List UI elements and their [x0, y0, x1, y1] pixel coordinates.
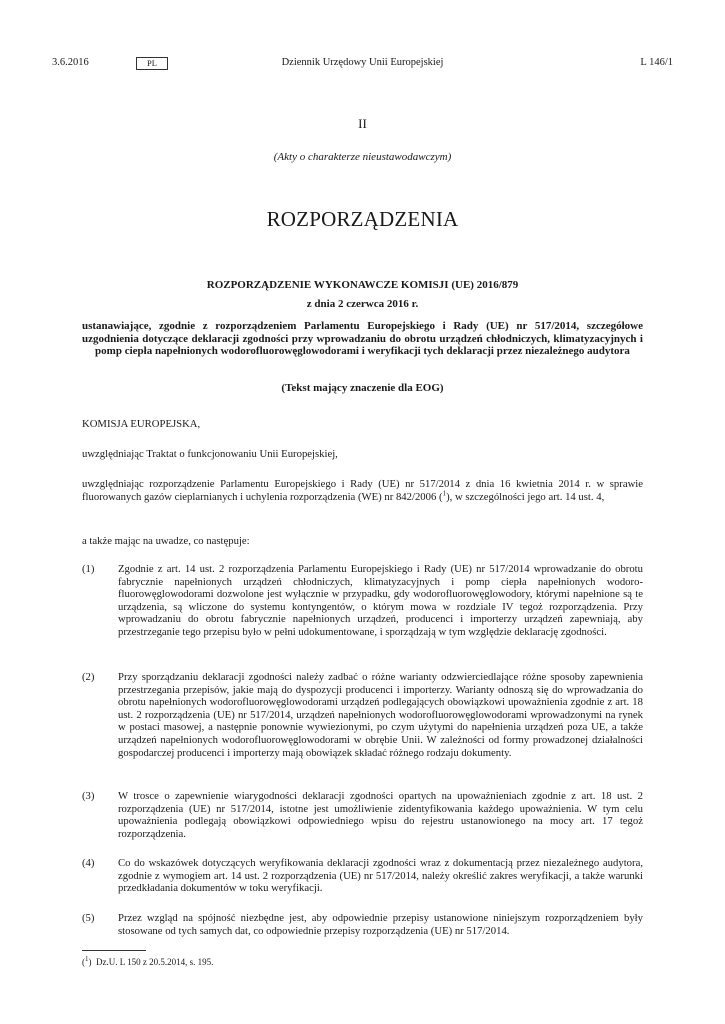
footnote-ref[interactable]: 1 — [442, 489, 447, 498]
language-badge: PL — [136, 57, 168, 70]
section-title: ROZPORZĄDZENIA — [266, 207, 459, 231]
regulation-title: ROZPORZĄDZENIE WYKONAWCZE KOMISJI (UE) 2016/879 — [206, 279, 519, 291]
footnote-mark: 1 — [85, 955, 89, 963]
recital-text: Zgodnie z art. 14 ust. 2 rozporządzenia Parlamentu Europejskiego i Rady (UE) nr 517/2014 wprowadzanie do obrotu fabrycznie napełnionych urządzeń chłodniczych, klimatyzacyjnych i pomp ciepła napełnionych wodorofluorowęglowodorami dozwolone jest wyłącznie w przypadku, gdy wodorofluorowęglowodory, którymi napełnione są te urządzenia, są wliczone do systemu kontyngentów, o którym mowa w rozdziale IV tegoż rozporządzenia. Przy wprowadzaniu do obrotu fabrycznie napełnionych urządzeń, producenci i importerzy urządzeń zapewniają, aby przestrzeganie tego przepisu było w pełni udokumentowane, i sporządzają w tym względzie deklarację zgodności. — [118, 563, 643, 638]
recital-text: W trosce o zapewnienie wiarygodności deklaracji zgodności opartych na upoważnieniach zgodnie z art. 18 ust. 2 rozporządzenia (UE) nr 517/2014, istotne jest umożliwienie zidentyfikowania każdego upoważnienia. W tym celu upoważnienia podlegają obowiązkowi odpowiedniego wpisu do rejestru ustanowionego na mocy art. 17 tegoż rozporządzenia. — [118, 790, 643, 840]
recital-text: Przy sporządzaniu deklaracji zgodności należy zadbać o różne warianty odzwierciedlające różne sposoby zapewnienia przestrzegania przepisów, jakie mają do dyspozycji producenci i importerzy. Warianty odnoszą się do wprowadzania do obrotu napełnionych wodorofluorowęglowodorami urządzeń podlegających obowiązkowi upoważnienia zgodnie z art. 18 ust. 2 rozporządzenia (UE) nr 517/2014, urządzeń napełnionych wodorofluorowęglowodorami wprowadzonymi na rynek w postaci masowej, a następnie ponownie wywiezionymi, po czym użytymi do napełnienia urządzeń poza UE, a także urządzeń napełnionych wodorofluorowęglowodorami w obrębie Unii. W zależności od formy prowadzonej działalności gospodarczej producenci i importerzy mają obowiązek składać różnego rodzaju dokumenty. — [118, 671, 643, 759]
page-header — [52, 57, 673, 73]
recital-number: (4) — [82, 857, 95, 869]
commission-line: KOMISJA EUROPEJSKA, — [82, 418, 201, 430]
footnote: ($^1$) Dz.U. L 150 z 20.5.2014, s. 195. — [82, 955, 214, 967]
whereas-line: a także mając na uwadze, co następuje: — [82, 535, 250, 547]
footnote-text: Dz.U. L 150 z 20.5.2014, s. 195. — [96, 957, 214, 967]
recital-number: (2) — [82, 671, 95, 683]
recital-text: Co do wskazówek dotyczących weryfikowania deklaracji zgodności wraz z dokumentacją przez niezależnego audytora, zgodnie z wymogiem art. 14 ust. 2 rozporządzenia (UE) nr 517/2014, należy określić zakres weryfikacji, a także warunki przedkładania dokumentów w toku weryfikacji. — [118, 857, 643, 895]
recital-text: Przez wzgląd na spójność niezbędne jest, aby odpowiednie przepisy ustanowione niniejszym rozporządzeniem były stosowane od tych samych dat, co odpowiednie przepisy rozporządzenia (UE) nr 517/2014. — [118, 912, 643, 937]
recital-number: (3) — [82, 790, 95, 802]
treaty-citation: uwzględniając Traktat o funkcjonowaniu Unii Europejskiej, — [82, 448, 338, 460]
acts-note: (Akty o charakterze nieustawodawczym) — [273, 151, 452, 163]
page-number: L 146/1 — [640, 57, 673, 68]
recital-number: (1) — [82, 563, 95, 575]
citation-text-start: uwzględniając rozporządzenie Parlamentu Europejskiego i Rady (UE) nr 517/2014 z dnia 16 kwietnia 2014 r. w sprawie fluorowanych gazów cieplarnianych i uchylenia rozporządzenia (WE) nr 842/2006 ( — [82, 478, 643, 503]
eea-relevance: (Tekst mający znaczenie dla EOG) — [281, 382, 444, 394]
citation-text-end: ), w szczególności jego art. 14 ust. 4, — [446, 490, 605, 503]
recital-number: (5) — [82, 912, 95, 924]
footnote-divider — [82, 950, 146, 951]
journal-name: Dziennik Urzędowy Unii Europejskiej — [281, 57, 444, 68]
regulation-date: z dnia 2 czerwca 2016 r. — [306, 298, 419, 310]
section-number: II — [358, 116, 367, 131]
publication-date: 3.6.2016 — [52, 57, 89, 68]
regulation-citation — [82, 478, 643, 503]
regulation-subject: ustanawiające, zgodnie z rozporządzeniem Parlamentu Europejskiego i Rady (UE) nr 517/2014, szczegółowe uzgodnienia dotyczące deklaracji zgodności przy wprowadzaniu do obrotu urządzeń chłodniczych, klimatyzacyjnych i pomp ciepła napełnionych wodorofluorowęglowodorami i weryfikacji tych deklaracji przez niezależnego audytora — [82, 320, 643, 357]
